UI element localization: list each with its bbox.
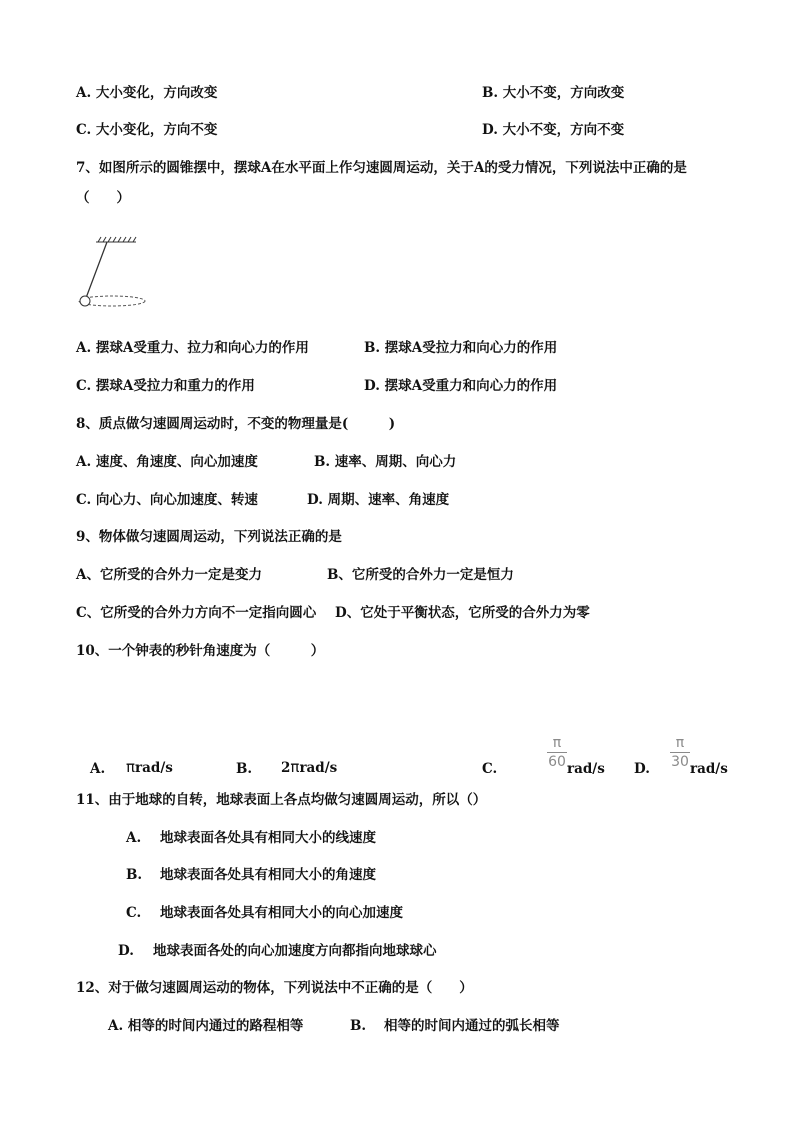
q9-option-b: B、它所受的合外力一定是恒力 (327, 567, 514, 583)
q6-option-d: D. 大小不变，方向不变 (482, 122, 625, 138)
q12-stem: 12、对于做匀速圆周运动的物体，下列说法中不正确的是（ ） (76, 980, 473, 996)
q10-option-b-label: B. (236, 761, 253, 777)
q10-option-d-unit: rad/s (690, 761, 728, 777)
q10-option-c-label: C. (482, 761, 498, 777)
q7-stem: 7、如图所示的圆锥摆中，摆球A在水平面上作匀速圆周运动，关于A的受力情况，下列说法中正确的是 (76, 160, 687, 176)
coefficient: 2 (281, 760, 291, 776)
q6-option-c: C. 大小变化，方向不变 (76, 122, 218, 138)
q11-option-a: 地球表面各处具有相同大小的线速度 (160, 830, 376, 846)
q12-option-b: 相等的时间内通过的弧长相等 (384, 1018, 560, 1034)
unit: rad/s (299, 760, 338, 776)
ceiling-hatch (96, 237, 136, 242)
q11-stem: 11、由于地球的自转，地球表面上各点均做匀速圆周运动，所以（） (76, 792, 487, 808)
conical-pendulum-figure (74, 236, 156, 314)
q7-option-c: C. 摆球A受拉力和重力的作用 (76, 378, 255, 394)
q10-option-d-label: D. (634, 761, 650, 777)
unit: rad/s (135, 760, 173, 776)
q7-option-d: D. 摆球A受重力和向心力的作用 (364, 378, 558, 394)
q9-option-d: D、它处于平衡状态，它所受的合外力为零 (335, 605, 590, 621)
pendulum-ball (80, 296, 90, 306)
q6-option-b: B. 大小不变，方向改变 (482, 85, 625, 101)
numerator: π (552, 735, 562, 751)
q7-option-a: A. 摆球A受重力、拉力和向心力的作用 (76, 340, 309, 356)
fraction-bar (670, 752, 690, 753)
q10-option-c-unit: rad/s (567, 761, 605, 777)
q8-option-d: D. 周期、速率、角速度 (307, 492, 450, 508)
q11-option-c: 地球表面各处具有相同大小的向心加速度 (160, 905, 403, 921)
q11-option-b: 地球表面各处具有相同大小的角速度 (160, 867, 376, 883)
q11-option-b-label: B. (126, 867, 143, 883)
q8-stem: 8、质点做匀速圆周运动时，不变的物理量是( ) (76, 416, 396, 432)
q11-option-a-label: A. (126, 830, 142, 846)
q8-option-b: B. 速率、周期、向心力 (314, 454, 457, 470)
q10-option-a-label: A. (90, 761, 106, 777)
q7-answer-paren: （ ） (76, 190, 130, 206)
q11-option-c-label: C. (126, 905, 142, 921)
q10-option-d-fraction (670, 735, 690, 770)
pi-symbol: π (290, 758, 300, 776)
q10-option-a (126, 758, 173, 777)
q10-option-c-fraction (547, 735, 567, 770)
pi-symbol: π (126, 758, 136, 776)
q10-option-b (281, 758, 337, 777)
q8-option-a: A. 速度、角速度、向心加速度 (76, 454, 258, 470)
q7-option-b: B. 摆球A受拉力和向心力的作用 (364, 340, 558, 356)
q11-option-d-label: D. (118, 943, 134, 959)
q12-option-a: A. 相等的时间内通过的路程相等 (108, 1018, 304, 1034)
denominator: 60 (548, 754, 566, 770)
q12-option-b-label: B. (350, 1018, 367, 1034)
numerator: π (675, 735, 685, 751)
q9-option-a: A、它所受的合外力一定是变力 (76, 567, 262, 583)
denominator: 30 (671, 754, 689, 770)
q8-option-c: C. 向心力、向心加速度、转速 (76, 492, 258, 508)
q6-option-a: A. 大小变化，方向改变 (76, 85, 218, 101)
fraction-bar (547, 752, 567, 753)
pendulum-string (86, 242, 107, 298)
q9-stem: 9、物体做匀速圆周运动，下列说法正确的是 (76, 529, 342, 545)
q11-option-d: 地球表面各处的向心加速度方向都指向地球球心 (153, 943, 437, 959)
q9-option-c: C、它所受的合外力方向不一定指向圆心 (76, 605, 317, 621)
q10-stem: 10、一个钟表的秒针角速度为（ ） (76, 643, 325, 659)
